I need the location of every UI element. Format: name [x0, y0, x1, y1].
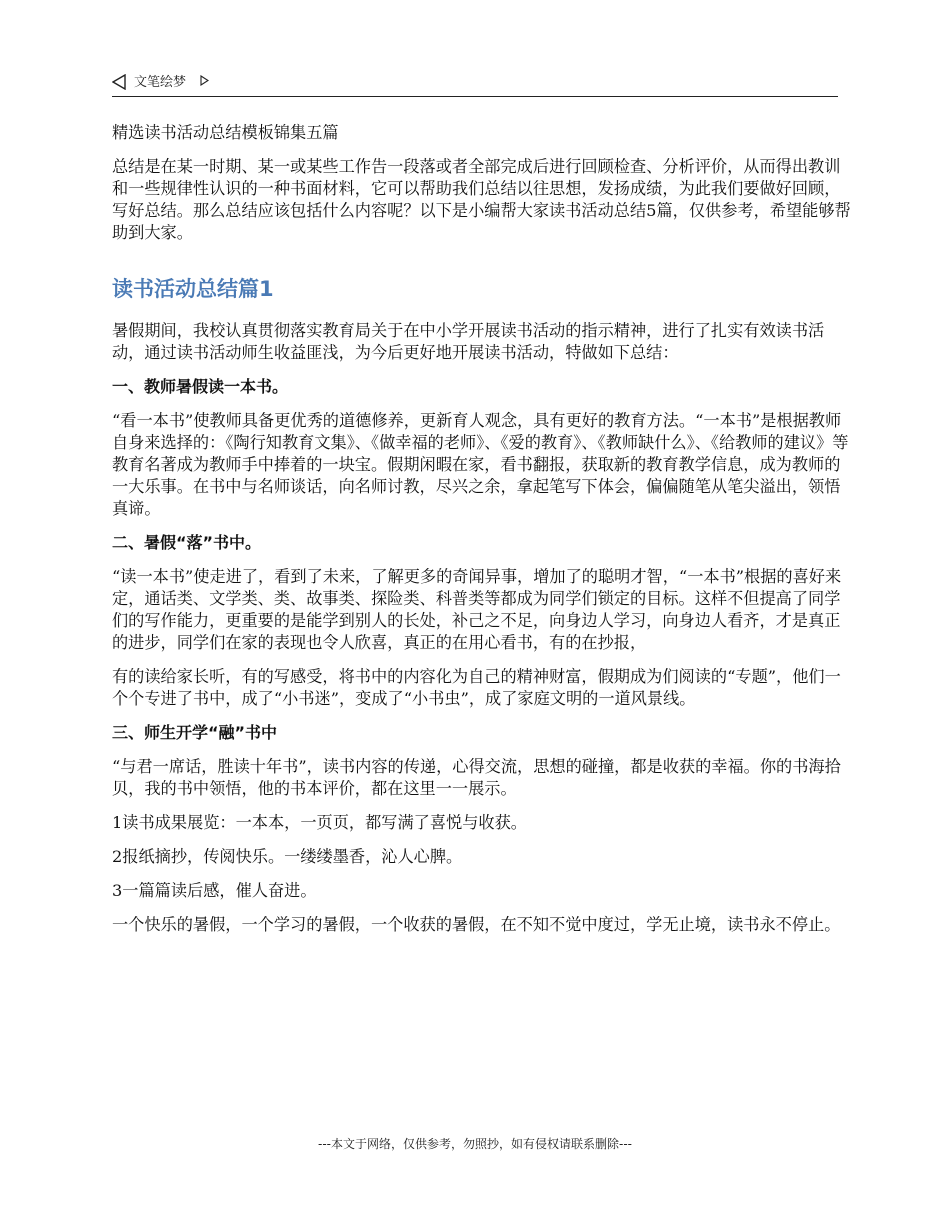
intro-paragraph: 总结是在某一时期、某一或某些工作告一段落或者全部完成后进行回顾检查、分析评价，从而得出教训和一些规律性认识的一种书面材料，它可以帮助我们总结以往思想，发扬成绩，为此我们要做好回顾，写好总结。那么总结应该包括什么内容呢？以下是小编帮大家读书活动总结5篇，仅供参考，希望能够帮助到大家。 — [112, 157, 851, 242]
document-page — [112, 0, 851, 1230]
section-intro-paragraph: 暑假期间，我校认真贯彻落实教育局关于在中小学开展读书活动的指示精神，进行了扎实有效读书活动，通过读书活动师生收益匪浅，为今后更好地开展读书活动，特做如下总结： — [112, 321, 825, 362]
part3-paragraph: “与君一席话，胜读十年书”，读书内容的传递，心得交流，思想的碰撞，都是收获的幸福。你的书海拾贝，我的书中领悟，他的书本评价，都在这里一一展示。 — [112, 757, 841, 798]
part3-heading: 三、师生开学“融”书中 — [112, 723, 278, 742]
page-header — [112, 70, 838, 97]
closing-paragraph: 一个快乐的暑假，一个学习的暑假，一个收获的暑假，在不知不觉中度过，学无止境，读书永不停止。 — [112, 915, 841, 934]
part2-heading: 二、暑假“落”书中。 — [112, 533, 262, 552]
section-heading: 读书活动总结篇1 — [112, 277, 274, 301]
part1-paragraph: “看一本书”使教师具备更优秀的道德修养，更新育人观念，具有更好的教育方法。“一本书”是根据教师自身来选择的：《陶行知教育文集》、《做幸福的老师》、《爱的教育》、《教师缺什么》、《给教师的建议》等教育名著成为教师手中捧着的一块宝。假期闲暇在家，看书翻报，获取新的教育教学信息，成为教师的一大乐事。在书中与名师谈话，向名师讨教，尽兴之余，拿起笔写下体会，偏偏随笔从笔尖溢出，领悟真谛。 — [112, 411, 849, 518]
part2-paragraph-b: 有的读给家长听，有的写感受，将书中的内容化为自己的精神财富，假期成为们阅读的“专题”，他们一个个专进了书中，成了“小书迷”，变成了“小书虫”，成了家庭文明的一道风景线。 — [112, 667, 841, 708]
document-body — [112, 122, 852, 948]
part2-paragraph-a: “读一本书”使走进了，看到了未来，了解更多的奇闻异事，增加了的聪明才智，“一本书”根据的喜好来定，通话类、文学类、类、故事类、探险类、科普类等都成为同学们锁定的目标。这样不但提高了同学们的写作能力，更重要的是能学到别人的长处，补己之不足，向身边人学习，向身边人看齐，才是真正的进步，同学们在家的表现也令人欣喜，真正的在用心看书，有的在抄报， — [112, 567, 842, 652]
list-item: 2报纸摘抄，传阅快乐。一缕缕墨香，沁人心脾。 — [112, 847, 463, 866]
document-title: 精选读书活动总结模板锦集五篇 — [112, 123, 339, 142]
list-item: 3一篇篇读后感，催人奋进。 — [112, 881, 317, 900]
triangle-left-outline-icon — [112, 74, 126, 90]
page-footer: ---本文于网络，仅供参考，勿照抄，如有侵权请联系删除--- — [318, 1137, 632, 1151]
header-brand: 文笔绘梦 — [134, 75, 187, 90]
part1-heading: 一、教师暑假读一本书。 — [112, 377, 289, 396]
list-item: 1读书成果展览：一本本，一页页，都写满了喜悦与收获。 — [112, 813, 527, 832]
triangle-right-outline-icon — [200, 75, 209, 86]
